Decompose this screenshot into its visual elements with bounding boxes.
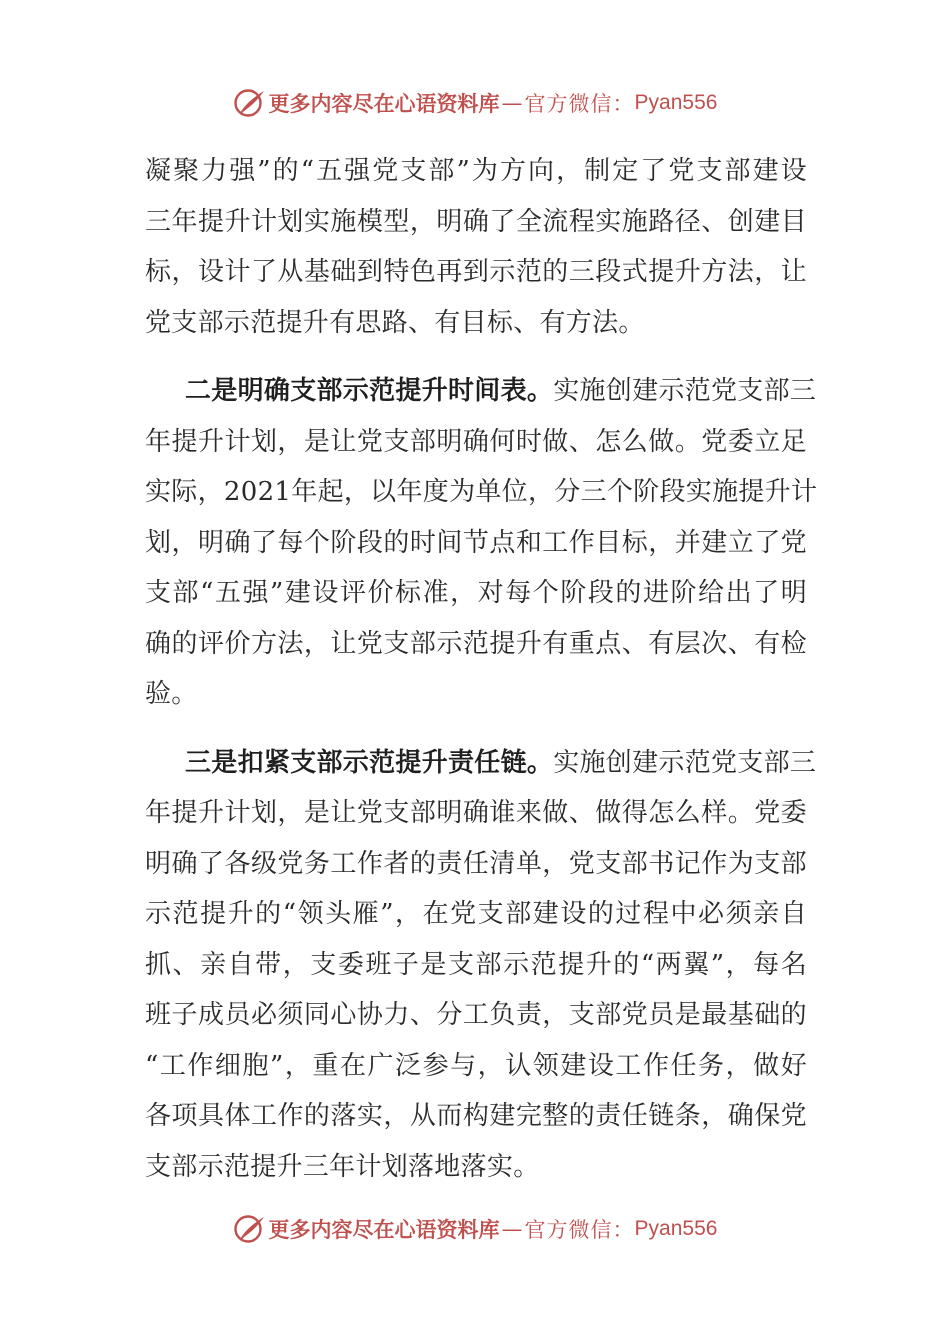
quill-logo-icon <box>233 86 267 120</box>
text-line: 各项具体工作的落实，从而构建完整的责任链条，确保党 <box>145 1101 807 1131</box>
text-line-first <box>145 366 817 417</box>
text-line: 实际，2021年起，以年度为单位，分三个阶段实施提升计 <box>145 477 818 507</box>
banner-wechat-label: 官方微信： <box>524 1218 635 1242</box>
text-line: 明确了各级党务工作者的责任清单，党支部书记作为支部 <box>145 848 807 879</box>
text-line: 凝聚力强”的“五强党支部”为方向，制定了党支部建设 <box>145 156 807 186</box>
text-line: 班子成员必须同心协力、分工负责，支部党员是最基础的 <box>145 1000 807 1030</box>
text-line: 党支部示范提升有思路、有目标、有方法。 <box>145 307 645 338</box>
text-line: 划，明确了每个阶段的时间节点和工作目标，并建立了党 <box>145 527 807 558</box>
text-line: 确的评价方法，让党支部示范提升有重点、有层次、有检 <box>145 628 807 659</box>
text-line: 验。 <box>145 679 198 709</box>
banner-main-text: 更多内容尽在心语资料库 <box>268 91 500 116</box>
banner-wechat-id: Pyan556 <box>634 1217 718 1240</box>
text-line: 支部示范提升三年计划落地落实。 <box>145 1151 540 1182</box>
paragraph-1 <box>145 146 807 348</box>
text-line: “工作细胞”，重在广泛参与，认领建设工作任务，做好 <box>145 1050 807 1081</box>
text-line: 抓、亲自带，支委班子是支部示范提升的“两翼”，每名 <box>145 949 807 980</box>
footer-banner <box>0 1209 950 1249</box>
banner-main-text: 更多内容尽在心语资料库 <box>268 1217 500 1242</box>
header-banner <box>0 83 950 123</box>
text-line: 示范提升的“领头雁”，在党支部建设的过程中必须亲自 <box>145 899 807 929</box>
text-run: 实施创建示范党支部三 <box>553 747 817 778</box>
banner-wechat-id: Pyan556 <box>634 91 718 114</box>
text-line: 年提升计划，是让党支部明确何时做、怎么做。党委立足 <box>145 426 807 457</box>
text-line: 标，设计了从基础到特色再到示范的三段式提升方法，让 <box>145 257 807 287</box>
banner-wechat-label: 官方微信： <box>524 92 635 116</box>
text-run: 实施创建示范党支部三 <box>553 376 817 406</box>
banner-separator: — <box>501 91 523 115</box>
paragraph-2 <box>145 366 818 720</box>
paragraph-lead-heading: 二是明确支部示范提升时间表。 <box>185 376 554 406</box>
paragraph-lead-heading: 三是扣紧支部示范提升责任链。 <box>185 747 554 778</box>
banner-separator: — <box>501 1217 523 1241</box>
text-line-first <box>145 738 817 789</box>
document-body <box>145 146 818 1210</box>
text-line: 三年提升计划实施模型，明确了全流程实施路径、创建目 <box>145 206 807 237</box>
quill-logo-icon <box>233 1212 267 1246</box>
text-line: 年提升计划，是让党支部明确谁来做、做得怎么样。党委 <box>145 798 807 828</box>
paragraph-3 <box>145 738 817 1193</box>
text-line: 支部“五强”建设评价标准，对每个阶段的进阶给出了明 <box>145 578 807 608</box>
